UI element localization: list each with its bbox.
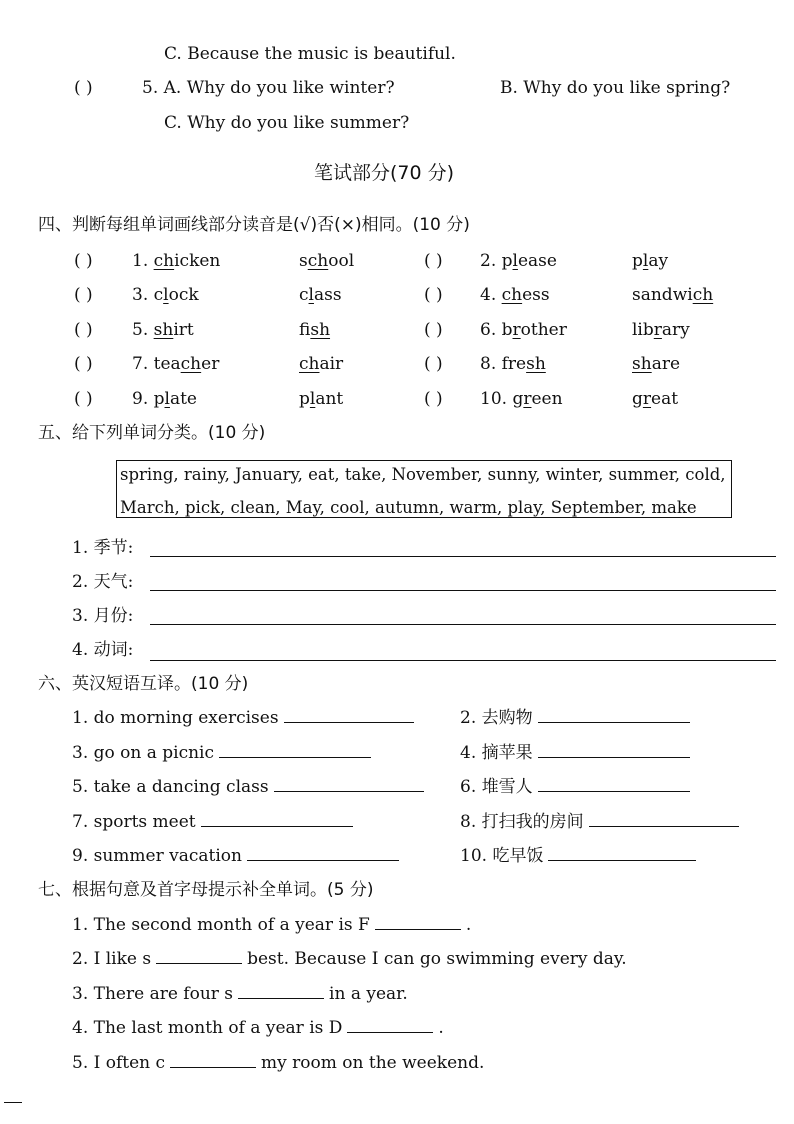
answer-blank[interactable] (156, 961, 242, 964)
section4-heading: 四、判断每组单词画线部分读音是(√)否(×)相同。(10 分) (38, 215, 470, 235)
written-part-title: 笔试部分(70 分) (314, 162, 455, 184)
fill-sentence: 1. The second month of a year is F . (72, 915, 472, 935)
word-item (632, 356, 680, 373)
word-b: sandwich (632, 285, 714, 305)
word-b: great (632, 389, 679, 409)
phrase-item: 1. do morning exercises (72, 710, 419, 727)
underlined-letters: ch (501, 285, 523, 305)
word-item (299, 391, 343, 408)
word-item (132, 287, 199, 304)
category-label: 3. 月份: (72, 606, 134, 626)
item-number: 6. (480, 320, 502, 340)
answer-blank[interactable] (170, 1065, 256, 1068)
phrase-item: 6. 堆雪人 (460, 779, 695, 796)
q5-option-c: C. Why do you like summer? (164, 113, 410, 133)
answer-blank[interactable] (284, 720, 414, 723)
item-number: 8. (480, 354, 502, 374)
word-item (132, 253, 220, 270)
category-answer-line[interactable] (150, 590, 776, 591)
category-answer-line[interactable] (150, 556, 776, 557)
answer-paren[interactable]: ( ) (74, 354, 93, 374)
item-number: 3. (132, 285, 154, 305)
word-box (116, 460, 732, 518)
underlined-letters: r (523, 389, 532, 409)
item-number: 4. (480, 285, 502, 305)
word-item (299, 287, 342, 304)
item-number: 5. (132, 320, 154, 340)
word-b: plant (299, 389, 344, 409)
word-b: fish (299, 320, 331, 340)
word-a: chess (501, 285, 550, 305)
item-number: 9. (132, 389, 154, 409)
answer-blank[interactable] (538, 755, 690, 758)
phrase-item: 10. 吃早饭 (460, 848, 701, 865)
word-b: share (632, 354, 681, 374)
category-label: 1. 季节: (72, 538, 134, 558)
phrase-item: 3. go on a picnic (72, 745, 376, 762)
word-a: fresh (501, 354, 546, 374)
word-item (480, 322, 567, 339)
underlined-letters: sh (310, 320, 331, 340)
category-label: 4. 动词: (72, 640, 134, 660)
underlined-letters: ch (153, 251, 175, 271)
q5-option-a: 5. A. Why do you like winter? (142, 78, 395, 98)
word-a: shirt (153, 320, 194, 340)
section7-heading: 七、根据句意及首字母提示补全单词。(5 分) (38, 880, 374, 900)
word-a: clock (153, 285, 199, 305)
underlined-letters: r (653, 320, 662, 340)
category-label: 2. 天气: (72, 572, 134, 592)
answer-paren[interactable]: ( ) (424, 285, 443, 305)
underlined-letters: l (164, 389, 170, 409)
phrase-item: 5. take a dancing class (72, 779, 429, 796)
item-number: 10. (480, 389, 513, 409)
answer-blank[interactable] (347, 1030, 433, 1033)
word-item (632, 322, 690, 339)
underlined-letters: r (642, 389, 652, 409)
word-item (480, 253, 557, 270)
word-item (132, 356, 219, 373)
word-a: plate (153, 389, 197, 409)
word-a: brother (501, 320, 567, 340)
word-b: school (299, 251, 355, 271)
answer-paren[interactable]: ( ) (74, 285, 93, 305)
answer-blank[interactable] (589, 824, 739, 827)
answer-paren[interactable]: ( ) (424, 389, 443, 409)
answer-blank[interactable] (538, 789, 690, 792)
fill-sentence: 3. There are four s in a year. (72, 984, 408, 1004)
answer-paren[interactable]: ( ) (424, 320, 443, 340)
answer-blank[interactable] (538, 720, 690, 723)
answer-paren[interactable]: ( ) (74, 389, 93, 409)
underlined-letters: sh (632, 354, 652, 374)
underlined-letters: r (512, 320, 521, 340)
section6-heading: 六、英汉短语互译。(10 分) (38, 674, 249, 694)
answer-paren[interactable]: ( ) (424, 251, 443, 271)
item-number: 7. (132, 354, 154, 374)
word-a: green (512, 389, 563, 409)
word-item (480, 391, 563, 408)
answer-blank[interactable] (247, 858, 399, 861)
word-item (632, 253, 668, 270)
underlined-letters: sh (153, 320, 174, 340)
item-number: 1. (132, 251, 154, 271)
word-item (632, 287, 713, 304)
underlined-letters: l (163, 285, 169, 305)
underlined-letters: ch (299, 354, 320, 374)
underlined-letters: l (642, 251, 649, 271)
answer-blank[interactable] (375, 927, 461, 930)
underlined-letters: ch (692, 285, 714, 305)
underlined-letters: ch (307, 251, 329, 271)
fill-sentence: 5. I often c my room on the weekend. (72, 1053, 485, 1073)
word-item (299, 356, 343, 373)
word-item (480, 356, 546, 373)
answer-paren[interactable]: ( ) (74, 251, 93, 271)
word-item (299, 253, 354, 270)
answer-paren[interactable]: ( ) (424, 354, 443, 374)
fill-sentence: 2. I like s best. Because I can go swimming every day. (72, 949, 627, 969)
word-a: teacher (153, 354, 220, 374)
category-answer-line[interactable] (150, 660, 776, 661)
underlined-letters: ch (180, 354, 202, 374)
page-edge-mark (4, 1102, 22, 1103)
word-item (132, 322, 194, 339)
word-item (132, 391, 197, 408)
category-answer-line[interactable] (150, 624, 776, 625)
underlined-letters: l (308, 285, 314, 305)
fill-sentence: 4. The last month of a year is D . (72, 1018, 444, 1038)
q5-option-b: B. Why do you like spring? (500, 78, 731, 98)
answer-blank[interactable] (201, 824, 353, 827)
q5-answer-paren: ( ) (74, 78, 93, 98)
word-b: chair (299, 354, 344, 374)
word-item (632, 391, 678, 408)
word-b: library (632, 320, 690, 340)
word-box-line-2: March, pick, clean, May, cool, autumn, warm, play, September, make (120, 498, 697, 517)
word-box-line-1: spring, rainy, January, eat, take, November, sunny, winter, summer, cold, (120, 465, 726, 484)
item-number: 2. (480, 251, 502, 271)
phrase-item: 4. 摘苹果 (460, 745, 695, 762)
answer-blank[interactable] (274, 789, 424, 792)
underlined-letters: sh (526, 354, 546, 374)
phrase-item: 8. 打扫我的房间 (460, 814, 744, 831)
answer-paren[interactable]: ( ) (74, 320, 93, 340)
answer-blank[interactable] (238, 996, 324, 999)
phrase-item: 7. sports meet (72, 814, 358, 831)
phrase-item: 2. 去购物 (460, 710, 695, 727)
q4-option-c: C. Because the music is beautiful. (164, 44, 456, 64)
word-a: chicken (153, 251, 221, 271)
word-b: play (632, 251, 669, 271)
section5-heading: 五、给下列单词分类。(10 分) (38, 423, 266, 443)
answer-blank[interactable] (219, 755, 371, 758)
underlined-letters: l (512, 251, 518, 271)
answer-blank[interactable] (548, 858, 696, 861)
underlined-letters: l (309, 389, 316, 409)
phrase-item: 9. summer vacation (72, 848, 404, 865)
word-a: please (501, 251, 557, 271)
word-b: class (299, 285, 342, 305)
word-item (480, 287, 550, 304)
word-item (299, 322, 330, 339)
